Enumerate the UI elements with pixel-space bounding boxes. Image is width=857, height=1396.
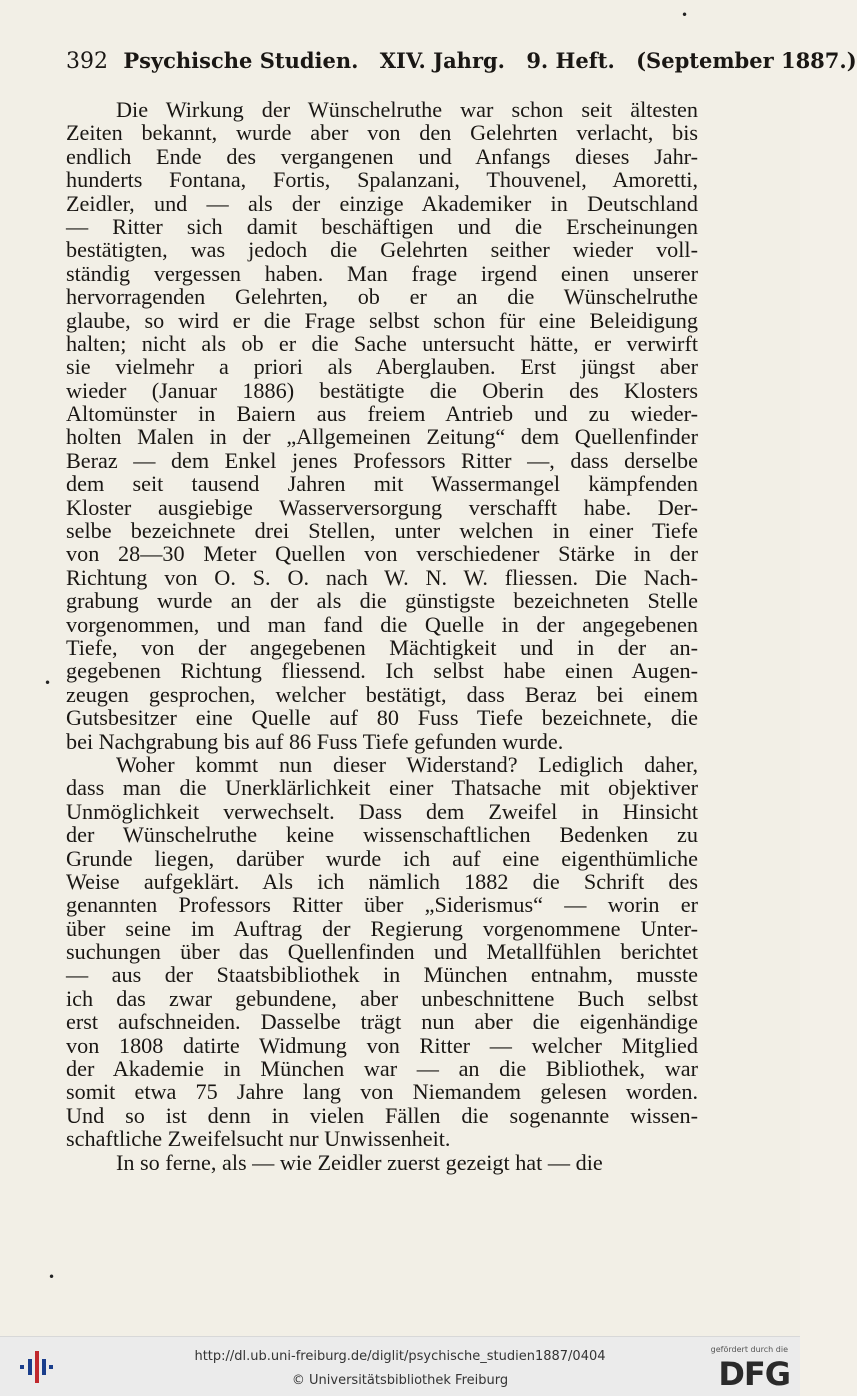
text-line: von 1808 datirte Widmung von Ritter — welcher Mitglied (66, 1032, 698, 1058)
text-line: Und so ist denn in vielen Fällen die sogenannte wissen- (66, 1102, 698, 1128)
page-body (66, 98, 698, 1174)
text-line: der Akademie in München war — an die Bibliothek, war (66, 1056, 698, 1082)
text-line: halten; nicht als ob er die Sache untersucht hätte, er verwirft (66, 330, 698, 356)
text-line: Die Wirkung der Wünschelruthe war schon seit ältesten (116, 97, 698, 122)
text-line: zeugen gesprochen, welcher bestätigt, dass Beraz bei einem (66, 681, 698, 707)
funding-note: gefördert durch die (710, 1345, 788, 1354)
text-line: Unmöglichkeit verwechselt. Dass dem Zweifel in Hinsicht (66, 798, 698, 824)
text-line: Beraz — dem Enkel jenes Professors Ritter —, dass derselbe (66, 447, 698, 473)
text-line: bestätigten, was jedoch die Gelehrten seither wieder voll- (66, 237, 698, 263)
copyright-notice: © Universitätsbibliothek Freiburg (291, 1373, 509, 1388)
text-line: dem seit tausend Jahren mit Wassermangel kämpfenden (66, 471, 698, 497)
text-line: selbe bezeichnete drei Stellen, unter welchen in einer Tiefe (66, 518, 698, 544)
text-line: Zeidler, und — als der einzige Akademiker in Deutschland (66, 190, 698, 216)
text-line: dass man die Unerklärlichkeit einer Thatsache mit objektiver (66, 775, 698, 801)
text-line: Weise aufgeklärt. Als ich nämlich 1882 die Schrift des (66, 868, 698, 894)
text-line: bei Nachgrabung bis auf 86 Fuss Tiefe gefunden wurde. (66, 728, 564, 754)
scan-speck: • (681, 8, 689, 22)
text-line: Richtung von O. S. O. nach W. N. W. fliessen. Die Nach- (66, 564, 698, 590)
text-line: holten Malen in der „Allgemeinen Zeitung“ dem Quellenfinder (66, 424, 698, 450)
issue-label: 9. Heft. (526, 48, 615, 73)
text-line: — aus der Staatsbibliothek in München entnahm, musste (66, 962, 698, 988)
text-line: ich das zwar gebundene, aber unbeschnittene Buch selbst (66, 985, 698, 1011)
dfg-logo: DFG (718, 1355, 790, 1393)
paragraph (66, 98, 698, 753)
text-line: sie vielmehr a priori als Aberglauben. Erst jüngst aber (66, 354, 698, 380)
text-line: hunderts Fontana, Fortis, Spalanzani, Thouvenel, Amoretti, (66, 167, 698, 193)
text-line: endlich Ende des vergangenen und Anfangs dieses Jahr- (66, 143, 698, 169)
text-line: Tiefe, von der angegebenen Mächtigkeit und in der an- (66, 634, 698, 660)
paragraph (66, 1151, 698, 1174)
text-line: genannten Professors Ritter über „Siderismus“ — worin er (66, 892, 698, 918)
text-line: der Wünschelruthe keine wissenschaftlichen Bedenken zu (66, 822, 698, 848)
text-line: Gutsbesitzer eine Quelle auf 80 Fuss Tiefe bezeichnete, die (66, 705, 698, 731)
scan-speck: • (48, 1270, 56, 1284)
text-line: — Ritter sich damit beschäftigen und die Erscheinungen (66, 213, 698, 239)
text-line: In so ferne, als — wie Zeidler zuerst gezeigt hat — die (116, 1149, 603, 1175)
text-line: Grunde liegen, darüber wurde ich auf eine eigenthümliche (66, 845, 698, 871)
viewer-footer (0, 1336, 800, 1396)
text-line: Zeiten bekannt, wurde aber von den Gelehrten verlacht, bis (66, 120, 698, 146)
text-line: glaube, so wird er die Frage selbst schon für eine Beleidigung (66, 307, 698, 333)
paragraph (66, 753, 698, 1151)
text-line: gegebenen Richtung fliessend. Ich selbst habe einen Augen- (66, 658, 698, 684)
text-line: Woher kommt nun dieser Widerstand? Lediglich daher, (116, 751, 698, 777)
text-line: ständig vergessen haben. Man frage irgend einen unserer (66, 260, 698, 286)
text-line: von 28—30 Meter Quellen von verschiedener Stärke in der (66, 541, 698, 567)
text-line: Kloster ausgiebige Wasserversorgung verschafft habe. Der- (66, 494, 698, 520)
text-line: Altomünster in Baiern aus freiem Antrieb und zu wieder- (66, 401, 698, 427)
library-logo-icon (18, 1347, 54, 1387)
issue-date: (September 1887.) (636, 48, 857, 73)
scan-speck: • (44, 676, 52, 690)
text-line: schaftliche Zweifelsucht nur Unwissenheit. (66, 1126, 451, 1152)
text-line: wieder (Januar 1886) bestätigte die Oberin des Klosters (66, 377, 698, 403)
text-line: grabung wurde an der als die günstigste bezeichneten Stelle (66, 588, 698, 614)
text-line: somit etwa 75 Jahre lang von Niemandem gelesen worden. (66, 1079, 698, 1105)
text-line: vorgenommen, und man fand die Quelle in der angegebenen (66, 611, 698, 637)
page-number: 392 (66, 49, 108, 74)
text-line: erst aufschneiden. Dasselbe trägt nun aber die eigenhändige (66, 1009, 698, 1035)
source-url-link[interactable]: http://dl.ub.uni-freiburg.de/diglit/psychische_studien1887/0404 (194, 1349, 606, 1364)
text-line: hervorragenden Gelehrten, ob er an die Wünschelruthe (66, 284, 698, 310)
journal-title: Psychische Studien. (123, 48, 359, 73)
text-line: suchungen über das Quellenfinden und Metallfühlen berichtet (66, 939, 698, 965)
text-line: über seine im Auftrag der Regierung vorgenommene Unter- (66, 915, 698, 941)
running-header (66, 48, 857, 74)
volume-label: XIV. Jahrg. (379, 48, 505, 73)
